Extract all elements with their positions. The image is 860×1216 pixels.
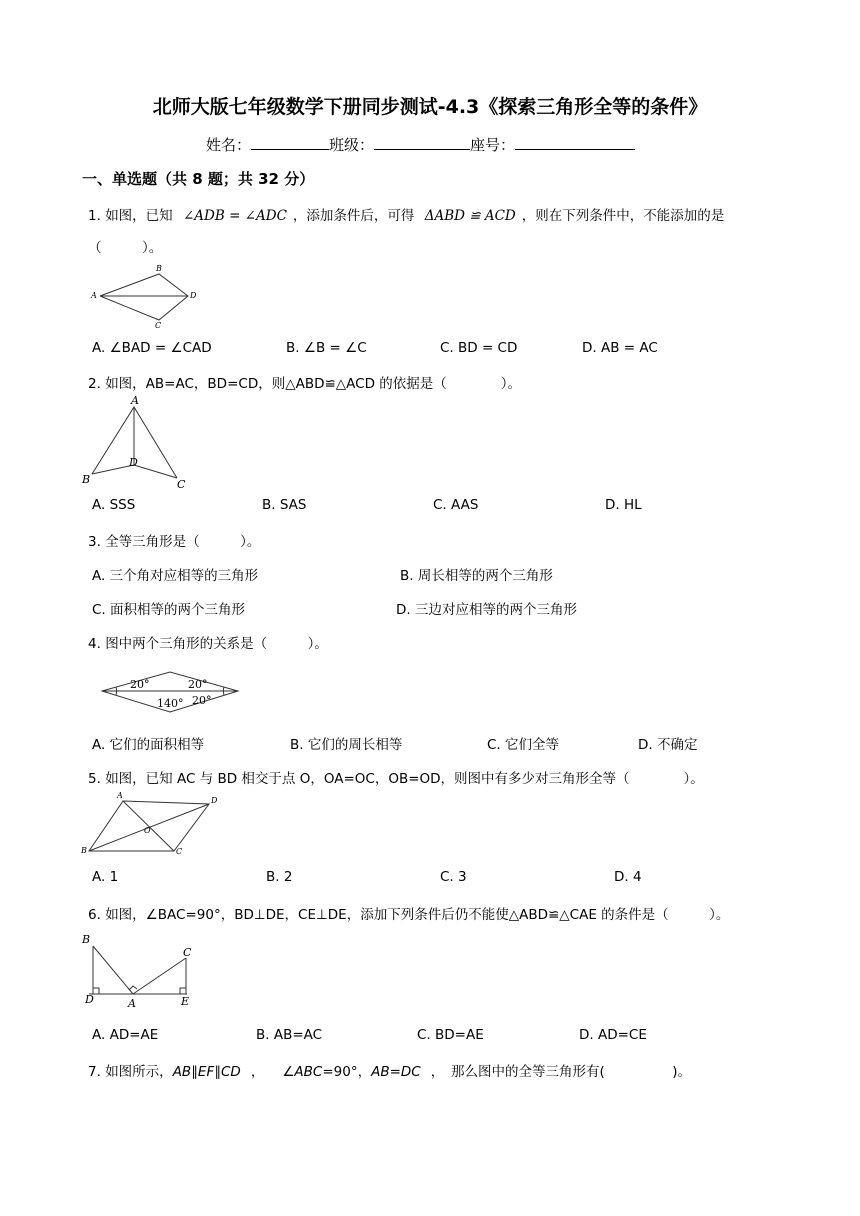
question-text: ，	[250, 1064, 265, 1080]
math-expression: AB∥EF∥CD	[172, 1064, 241, 1080]
point-label-a: A	[91, 291, 97, 300]
q1-option-c[interactable]: C. BD = CD	[440, 340, 518, 356]
q5-option-c[interactable]: C. 3	[440, 869, 467, 885]
question-number: 7.	[88, 1064, 101, 1080]
q6-right-angle-a	[129, 986, 137, 990]
point-label-b: B	[81, 846, 87, 855]
point-label-d: D	[129, 456, 138, 469]
question-text: 如图，∠BAC=90°，BD⊥DE，CE⊥DE，添加下列条件后仍不能使△ABD≌△CAE 的条件是（ ）。	[105, 907, 730, 923]
point-label-b: B	[156, 264, 162, 273]
math-expression: ∠ABC	[282, 1064, 323, 1080]
question-number: 6.	[88, 907, 101, 923]
q4-option-b[interactable]: B. 它们的周长相等	[290, 737, 403, 753]
question-text: 如图，已知 AC 与 BD 相交于点 O，OA=OC，OB=OD，则图中有多少对三角形全等（ ）。	[105, 771, 704, 787]
angle-label: 20°	[192, 694, 212, 707]
angle-label: 20°	[130, 678, 150, 691]
question-number: 5.	[88, 771, 101, 787]
point-label-c: C	[183, 946, 192, 959]
question-text: 图中两个三角形的关系是（ ）。	[105, 636, 328, 652]
section-heading: 一、单选题（共 8 题；共 32 分）	[82, 170, 315, 188]
point-label-a: A	[117, 791, 123, 800]
point-label-b: B	[82, 473, 91, 486]
question-text: 如图，已知	[105, 208, 173, 224]
q6-option-d[interactable]: D. AD=CE	[579, 1027, 647, 1043]
question-number: 4.	[88, 636, 101, 652]
math-expression: ΔABD ≌ ACD	[424, 208, 516, 224]
q6-segment-ac	[133, 958, 186, 994]
q2-option-d[interactable]: D. HL	[605, 497, 642, 513]
angle-label: 140°	[157, 697, 184, 710]
q2-option-c[interactable]: C. AAS	[433, 497, 479, 513]
question-7	[88, 1060, 691, 1080]
question-number: 1.	[88, 208, 101, 224]
q4-option-d[interactable]: D. 不确定	[638, 737, 698, 753]
math-expression: ∠ADB = ∠ADC	[182, 208, 287, 224]
q6-option-b[interactable]: B. AB=AC	[256, 1027, 323, 1043]
q6-option-a[interactable]: A. AD=AE	[92, 1027, 159, 1043]
point-label-c: C	[176, 847, 183, 856]
q3-option-d[interactable]: D. 三边对应相等的两个三角形	[396, 602, 577, 618]
q3-option-c[interactable]: C. 面积相等的两个三角形	[92, 602, 246, 618]
q1-option-b[interactable]: B. ∠B = ∠C	[286, 340, 367, 356]
q5-option-b[interactable]: B. 2	[266, 869, 293, 885]
name-label: 姓名：	[206, 136, 252, 154]
q3-option-b[interactable]: B. 周长相等的两个三角形	[400, 568, 553, 584]
seat-label: 座号：	[470, 136, 516, 154]
point-label-d: D	[211, 796, 218, 805]
q3-option-a[interactable]: A. 三个角对应相等的三角形	[92, 568, 259, 584]
q4-option-c[interactable]: C. 它们全等	[487, 737, 560, 753]
point-label-d: D	[190, 291, 197, 300]
question-text: 如图，AB=AC，BD=CD，则△ABD≌△ACD 的依据是（ ）。	[105, 376, 522, 392]
angle-label: 20°	[188, 678, 208, 691]
point-label-a: A	[131, 394, 139, 407]
question-number: 2.	[88, 376, 101, 392]
q5-option-a[interactable]: A. 1	[92, 869, 119, 885]
question-text: =90°，	[322, 1064, 372, 1080]
q5-option-d[interactable]: D. 4	[614, 869, 642, 885]
q6-segment-ba	[93, 946, 133, 994]
question-text: ，则在下列条件中，不能添加的是	[521, 208, 725, 224]
class-label: 班级：	[329, 136, 375, 154]
question-1-blank: （ ）。	[88, 240, 163, 256]
question-text: ，添加条件后，可得	[292, 208, 415, 224]
question-text: ， 那么图中的全等三角形有( )。	[430, 1064, 692, 1080]
question-text: 如图所示，	[105, 1064, 173, 1080]
math-expression: AB=DC	[371, 1064, 421, 1080]
q2-option-a[interactable]: A. SSS	[92, 497, 136, 513]
point-label-d: D	[85, 993, 94, 1006]
point-label-o: O	[144, 826, 151, 835]
q1-option-d[interactable]: D. AB = AC	[582, 340, 658, 356]
q4-option-a[interactable]: A. 它们的面积相等	[92, 737, 205, 753]
q6-option-c[interactable]: C. BD=AE	[417, 1027, 484, 1043]
point-label-a: A	[128, 997, 136, 1010]
q1-option-a[interactable]: A. ∠BAD = ∠CAD	[92, 340, 212, 356]
point-label-b: B	[82, 933, 91, 946]
point-label-c: C	[155, 321, 162, 330]
question-number: 3.	[88, 534, 101, 550]
page-title: 北师大版七年级数学下册同步测试-4.3《探索三角形全等的条件》	[152, 96, 708, 118]
point-label-e: E	[181, 995, 190, 1008]
question-text: 全等三角形是（ ）。	[105, 534, 261, 550]
point-label-c: C	[177, 478, 186, 491]
q2-option-b[interactable]: B. SAS	[262, 497, 307, 513]
q6-right-angle-e	[180, 988, 186, 994]
